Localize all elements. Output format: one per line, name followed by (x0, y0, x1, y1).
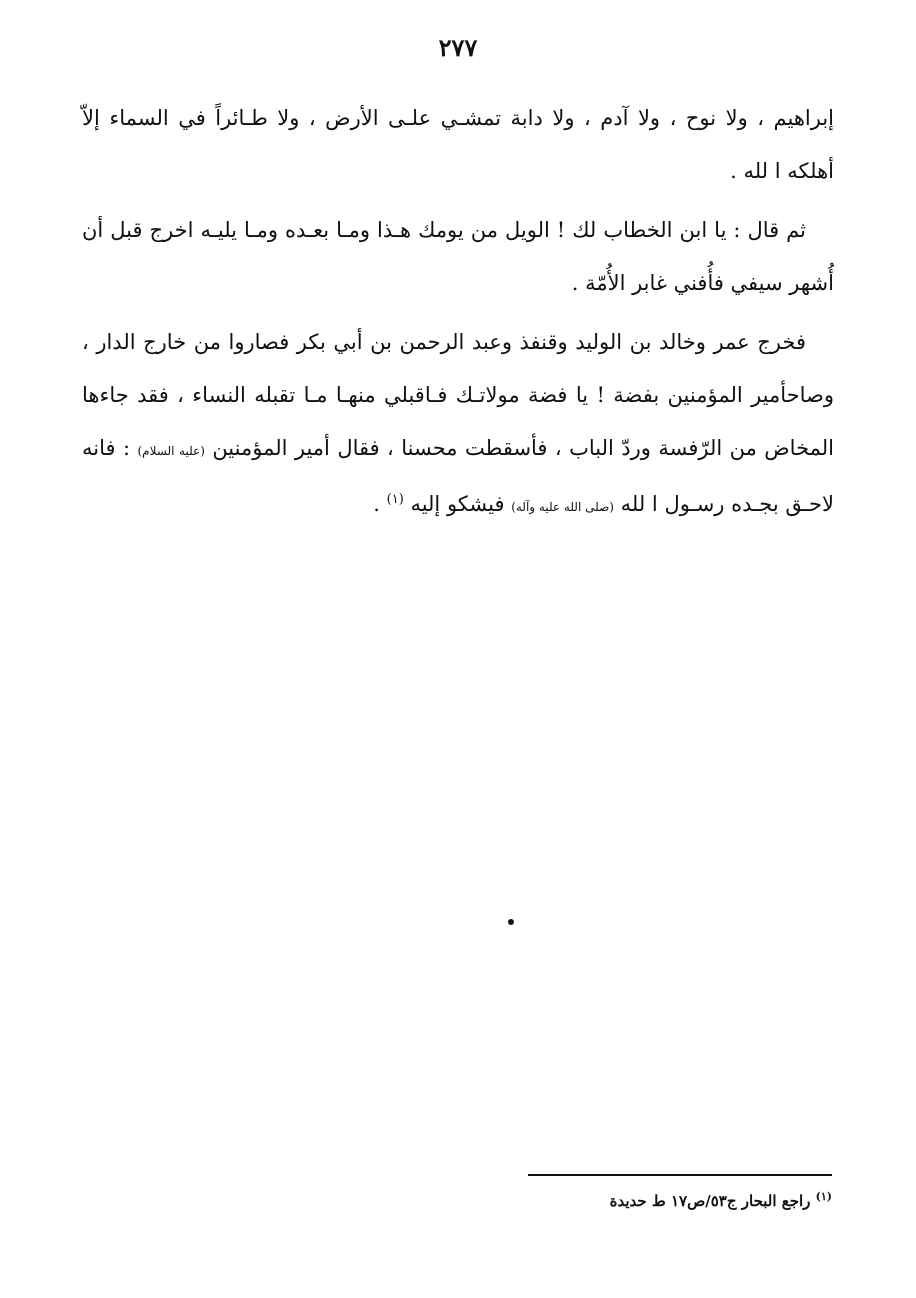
paragraph-1 (82, 92, 834, 198)
body-text (82, 92, 834, 540)
paragraph-2 (82, 204, 834, 310)
honorific-salla-allah: (صلى الله عليه وآله) (511, 500, 614, 514)
paragraph-text: . (373, 492, 387, 516)
footnote-mark: (١) (815, 1190, 832, 1203)
footnote-text: راجع البحار ج٥٣/ص١٧ ط حديدة (609, 1192, 811, 1210)
footnote-reference: (١) (386, 492, 404, 507)
footnote-divider (528, 1174, 832, 1176)
paragraph-text: فخرج عمر وخالد بن الوليد وقنفذ وعبد الرحمن بن أبي بكر فصاروا من خارج الدار ، وصاحأمير المؤمنين بفضة ! يا فضة مولاتـك فـاقبلي منهـا مـا تقبله النساء ، فقد جاءها المخاض من الرّفسة وردّ الباب ، فأسقطت محسنا ، فقال أمير المؤمنين (82, 330, 834, 460)
honorific-alayhi-salam: (عليه السلام) (137, 444, 205, 458)
page-number: ٢٧٧ (438, 33, 478, 62)
paragraph-text: ثم قال : يا ابن الخطاب لك ! الويل من يومك هـذا ومـا بعـده ومـا يليـه اخرج قبل أن أُشهر سيفي فأُفني غابر الأُمّة . (82, 218, 834, 295)
paragraph-text: إبراهيم ، ولا نوح ، ولا آدم ، ولا دابة تمشـي علـى الأرض ، ولا طـائراً في السماء إلاّ أهلكه ا لله . (82, 106, 834, 183)
footnote (450, 1188, 832, 1214)
paragraph-text: فيشكو إليه (403, 492, 512, 516)
paragraph-text: : فانه لاحـق بجـده رسـول ا لله (82, 436, 834, 516)
paragraph-3 (82, 316, 834, 534)
ornament-dot (508, 919, 514, 925)
